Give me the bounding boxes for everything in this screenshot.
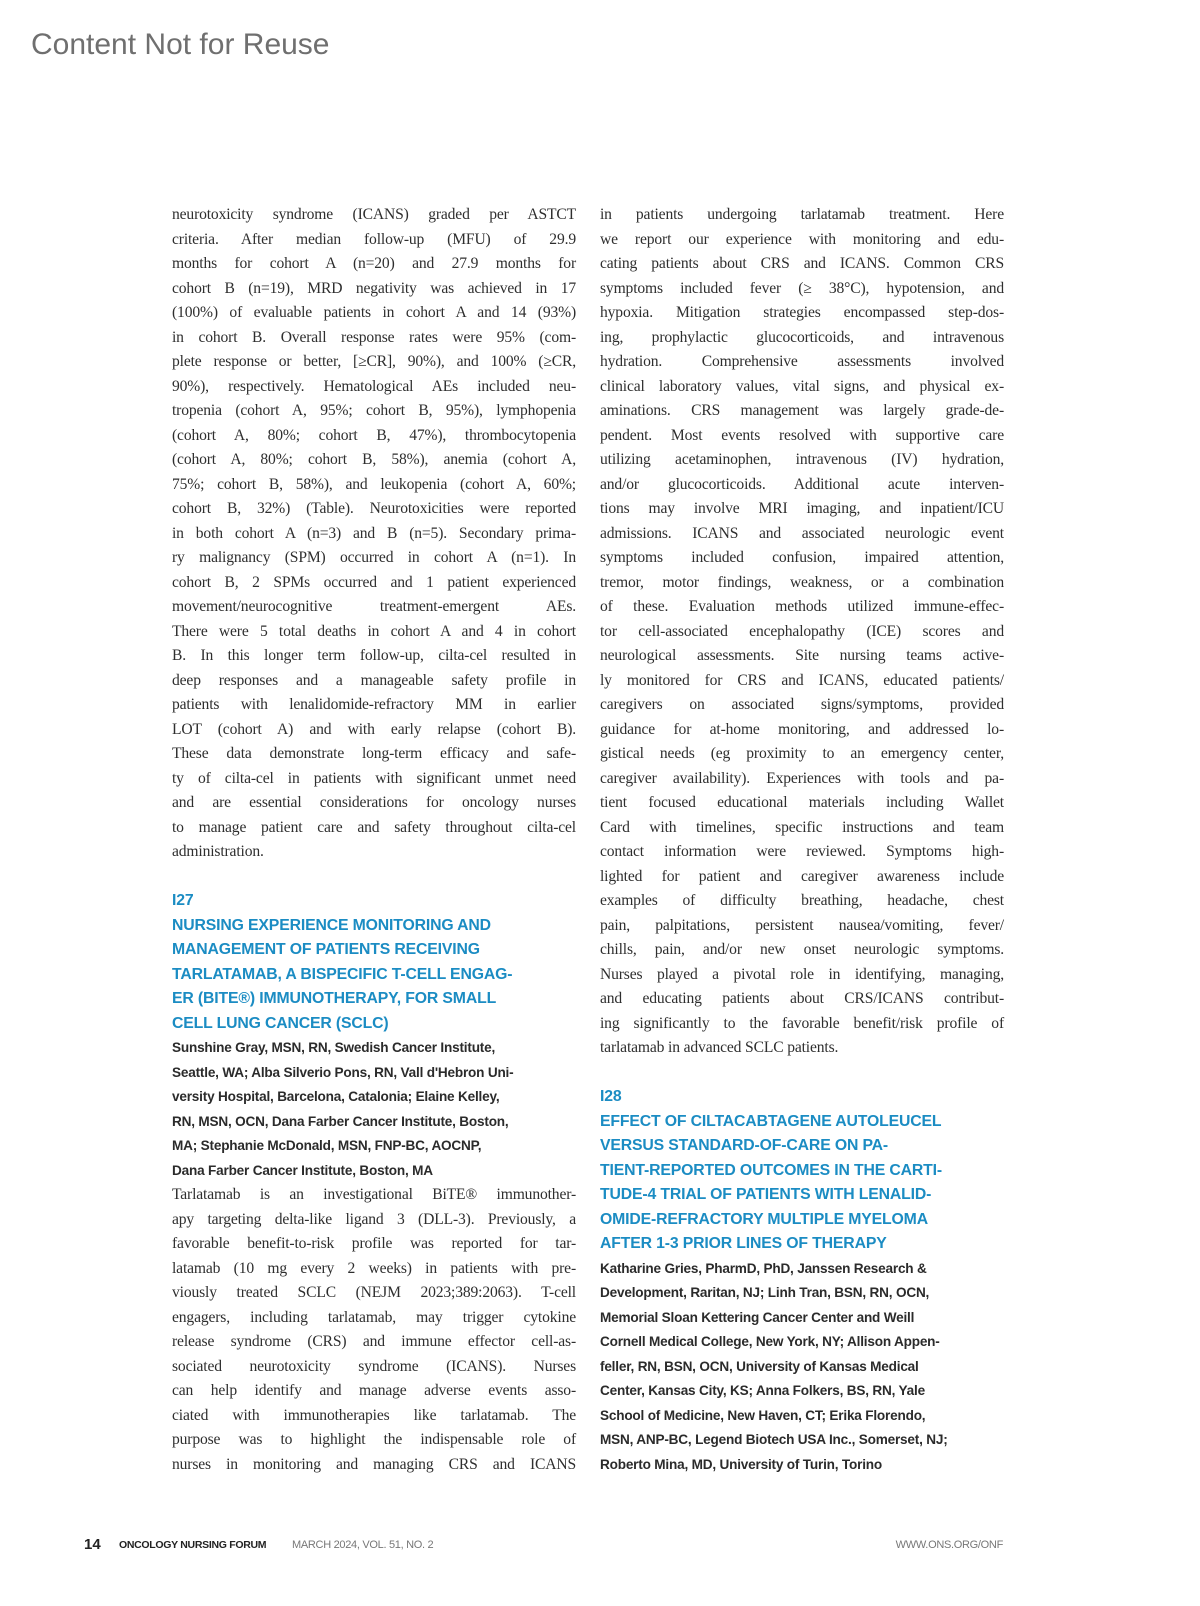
text-line: I28	[600, 1088, 622, 1105]
text-line: ER (BITE®) IMMUNOTHERAPY, FOR SMALL	[172, 990, 497, 1007]
text-line: months for cohort A (n=20) and 27.9 months for	[172, 255, 576, 272]
text-line: Roberto Mina, MD, University of Turin, Torino	[600, 1456, 883, 1472]
text-line: tions may involve MRI imaging, and inpatient/ICU	[600, 500, 1004, 517]
text-line: School of Medicine, New Haven, CT; Erika Florendo,	[600, 1407, 926, 1423]
text-line: CELL LUNG CANCER (SCLC)	[172, 1014, 389, 1032]
text-line: feller, RN, BSN, OCN, University of Kansas Medical	[600, 1358, 919, 1374]
text-line: 75%; cohort B, 58%), and leukopenia (cohort A, 60%;	[172, 475, 576, 493]
text-line: patients with lenalidomide-refractory MM in earlier	[172, 696, 576, 713]
text-line: VERSUS STANDARD-OF-CARE ON PA-	[600, 1137, 889, 1154]
text-line: These data demonstrate long-term efficacy and safe-	[172, 745, 576, 762]
text-line: of these. Evaluation methods utilized immune-effec-	[600, 598, 1004, 615]
text-line: movement/neurocognitive treatment-emergent AEs.	[172, 598, 576, 615]
abstract-i27-authors	[172, 1036, 576, 1183]
abstract-i27-heading	[172, 889, 576, 1036]
text-line: gistical needs (eg proximity to an emergency center,	[600, 745, 1004, 762]
text-line: utilizing acetaminophen, intravenous (IV) hydration,	[600, 451, 1004, 468]
abstract-i27-body-continued	[600, 203, 1004, 1061]
text-line: contact information were reviewed. Symptoms high-	[600, 843, 1004, 860]
text-line: I27	[172, 892, 194, 909]
text-line: latamab (10 mg every 2 weeks) in patients with pre-	[172, 1259, 576, 1277]
text-line: in patients undergoing tarlatamab treatment. Here	[600, 206, 1004, 223]
text-line: symptoms included fever (≥ 38°C), hypotension, and	[600, 279, 1004, 297]
text-line: TARLATAMAB, A BISPECIFIC T-CELL ENGAG-	[172, 965, 513, 983]
text-line: and are essential considerations for oncology nurses	[172, 794, 576, 811]
text-line: MA; Stephanie McDonald, MSN, FNP-BC, AOCNP,	[172, 1138, 482, 1153]
text-line: in cohort B. Overall response rates were 95% (com-	[172, 328, 576, 346]
left-column	[172, 203, 576, 1477]
right-column	[600, 203, 1004, 1477]
text-line: MANAGEMENT OF PATIENTS RECEIVING	[172, 941, 480, 958]
text-line: NURSING EXPERIENCE MONITORING AND	[172, 916, 491, 934]
text-line: neurological assessments. Site nursing teams active-	[600, 647, 1004, 664]
text-line: TIENT-REPORTED OUTCOMES IN THE CARTI-	[600, 1161, 942, 1179]
abstract-i28-authors	[600, 1257, 1004, 1478]
page-number: 14	[84, 1536, 101, 1553]
text-line: hydration. Comprehensive assessments involved	[600, 353, 1004, 370]
text-line: EFFECT OF CILTACABTAGENE AUTOLEUCEL	[600, 1112, 942, 1130]
text-line: There were 5 total deaths in cohort A and 4 in cohort	[172, 622, 576, 640]
text-line: guidance for at-home monitoring, and addressed lo-	[600, 720, 1004, 738]
text-line: (cohort A, 80%; cohort B, 47%), thrombocytopenia	[172, 426, 576, 444]
text-line: ly monitored for CRS and ICANS, educated patients/	[600, 671, 1004, 689]
abstract-i28-heading	[600, 1085, 1004, 1257]
text-line: can help identify and manage adverse events asso-	[172, 1382, 576, 1399]
text-line: caregivers on associated signs/symptoms, provided	[600, 696, 1004, 713]
text-line: lighted for patient and caregiver awareness include	[600, 867, 1004, 885]
text-line: cating patients about CRS and ICANS. Common CRS	[600, 255, 1004, 272]
text-line: symptoms included confusion, impaired attention,	[600, 549, 1004, 566]
text-line: aminations. CRS management was largely grade-de-	[600, 402, 1004, 419]
text-line: we report our experience with monitoring and edu-	[600, 230, 1004, 248]
text-line: and educating patients about CRS/ICANS contribut-	[600, 990, 1004, 1007]
text-line: engagers, including tarlatamab, may trigger cytokine	[172, 1308, 576, 1326]
text-line: cohort B, 32%) (Table). Neurotoxicities were reported	[172, 500, 576, 517]
text-line: Development, Raritan, NJ; Linh Tran, BSN, RN, OCN,	[600, 1285, 930, 1300]
text-line: in both cohort A (n=3) and B (n=5). Secondary prima-	[172, 524, 576, 542]
text-line: Seattle, WA; Alba Silverio Pons, RN, Vall d'Hebron Uni-	[172, 1064, 514, 1080]
text-line: TUDE-4 TRIAL OF PATIENTS WITH LENALID-	[600, 1186, 932, 1203]
text-line: ciated with immunotherapies like tarlatamab. The	[172, 1406, 576, 1424]
text-line: ry malignancy (SPM) occurred in cohort A (n=1). In	[172, 549, 576, 566]
watermark: Content Not for Reuse	[31, 28, 330, 61]
text-line: administration.	[172, 843, 264, 860]
text-line: ty of cilta-cel in patients with significant unmet need	[172, 769, 576, 787]
text-line: Card with timelines, specific instructions and team	[600, 818, 1004, 836]
text-line: versity Hospital, Barcelona, Catalonia; Elaine Kelley,	[172, 1089, 500, 1104]
text-line: and/or glucocorticoids. Additional acute interven-	[600, 475, 1004, 493]
text-line: apy targeting delta-like ligand 3 (DLL-3). Previously, a	[172, 1210, 576, 1228]
text-line: Cornell Medical College, New York, NY; Allison Appen-	[600, 1334, 940, 1349]
text-line: ing, prophylactic glucocorticoids, and intravenous	[600, 328, 1004, 346]
text-line: Center, Kansas City, KS; Anna Folkers, BS, RN, Yale	[600, 1383, 925, 1398]
text-line: Tarlatamab is an investigational BiTE® immunother-	[172, 1186, 576, 1203]
text-line: neurotoxicity syndrome (ICANS) graded per ASTCT	[172, 206, 576, 223]
text-line: 90%), respectively. Hematological AEs included neu-	[172, 377, 576, 395]
text-line: AFTER 1-3 PRIOR LINES OF THERAPY	[600, 1235, 887, 1252]
text-line: cohort B, 2 SPMs occurred and 1 patient experienced	[172, 573, 576, 591]
text-line: RN, MSN, OCN, Dana Farber Cancer Institute, Boston,	[172, 1113, 509, 1129]
text-line: MSN, ANP-BC, Legend Biotech USA Inc., Somerset, NJ;	[600, 1432, 948, 1447]
text-line: tient focused educational materials including Wallet	[600, 794, 1004, 811]
abstract-continuation-text	[172, 203, 576, 865]
text-line: Nurses played a pivotal role in identifying, managing,	[600, 965, 1004, 983]
text-line: plete response or better, [≥CR], 90%), and 100% (≥CR,	[172, 353, 576, 370]
text-line: ing significantly to the favorable benefit/risk profile of	[600, 1014, 1004, 1032]
text-line: (cohort A, 80%; cohort B, 58%), anemia (cohort A,	[172, 451, 576, 468]
text-line: LOT (cohort A) and with early relapse (cohort B).	[172, 720, 576, 738]
spacer	[172, 865, 576, 890]
journal-name: ONCOLOGY NURSING FORUM	[119, 1539, 267, 1551]
journal-url[interactable]: WWW.ONS.ORG/ONF	[895, 1539, 1003, 1551]
text-line: hypoxia. Mitigation strategies encompassed step-dos-	[600, 304, 1004, 321]
text-line: OMIDE-REFRACTORY MULTIPLE MYELOMA	[600, 1210, 928, 1228]
text-line: viously treated SCLC (NEJM 2023;389:2063). T-cell	[172, 1284, 576, 1301]
text-line: release syndrome (CRS) and immune effector cell-as-	[172, 1333, 576, 1350]
text-line: tarlatamab in advanced SCLC patients.	[600, 1039, 839, 1056]
text-line: chills, pain, and/or new onset neurologic symptoms.	[600, 941, 1004, 958]
text-line: deep responses and a manageable safety profile in	[172, 671, 576, 689]
text-line: favorable benefit-to-risk profile was reported for tar-	[172, 1235, 576, 1252]
text-line: cohort B (n=19), MRD negativity was achieved in 17	[172, 279, 576, 297]
text-line: tropenia (cohort A, 95%; cohort B, 95%), lymphopenia	[172, 402, 576, 419]
text-line: pendent. Most events resolved with supportive care	[600, 426, 1004, 444]
text-line: Dana Farber Cancer Institute, Boston, MA	[172, 1162, 433, 1178]
text-line: Sunshine Gray, MSN, RN, Swedish Cancer Institute,	[172, 1040, 496, 1055]
text-line: (100%) of evaluable patients in cohort A and 14 (93%)	[172, 304, 576, 321]
text-line: examples of difficulty breathing, headache, chest	[600, 892, 1004, 909]
text-line: to manage patient care and safety throughout cilta-cel	[172, 818, 576, 836]
abstract-i27-body	[172, 1183, 576, 1477]
text-line: caregiver availability). Experiences with tools and pa-	[600, 769, 1004, 787]
text-line: pain, palpitations, persistent nausea/vomiting, fever/	[600, 916, 1004, 934]
text-line: Memorial Sloan Kettering Cancer Center and Weill	[600, 1309, 915, 1325]
text-line: tor cell-associated encephalopathy (ICE) scores and	[600, 622, 1004, 640]
text-line: criteria. After median follow-up (MFU) of 29.9	[172, 230, 576, 248]
spacer	[600, 1061, 1004, 1086]
text-line: B. In this longer term follow-up, cilta-cel resulted in	[172, 647, 576, 664]
text-line: Katharine Gries, PharmD, PhD, Janssen Research &	[600, 1260, 927, 1276]
text-line: tremor, motor findings, weakness, or a combination	[600, 573, 1004, 591]
issue-info: MARCH 2024, VOL. 51, NO. 2	[292, 1539, 434, 1551]
text-line: nurses in monitoring and managing CRS and ICANS	[172, 1455, 576, 1473]
text-line: purpose was to highlight the indispensable role of	[172, 1431, 576, 1448]
text-line: admissions. ICANS and associated neurologic event	[600, 524, 1004, 542]
text-line: sociated neurotoxicity syndrome (ICANS). Nurses	[172, 1357, 576, 1375]
text-line: clinical laboratory values, vital signs, and physical ex-	[600, 377, 1004, 395]
page-footer	[0, 1536, 1200, 1556]
